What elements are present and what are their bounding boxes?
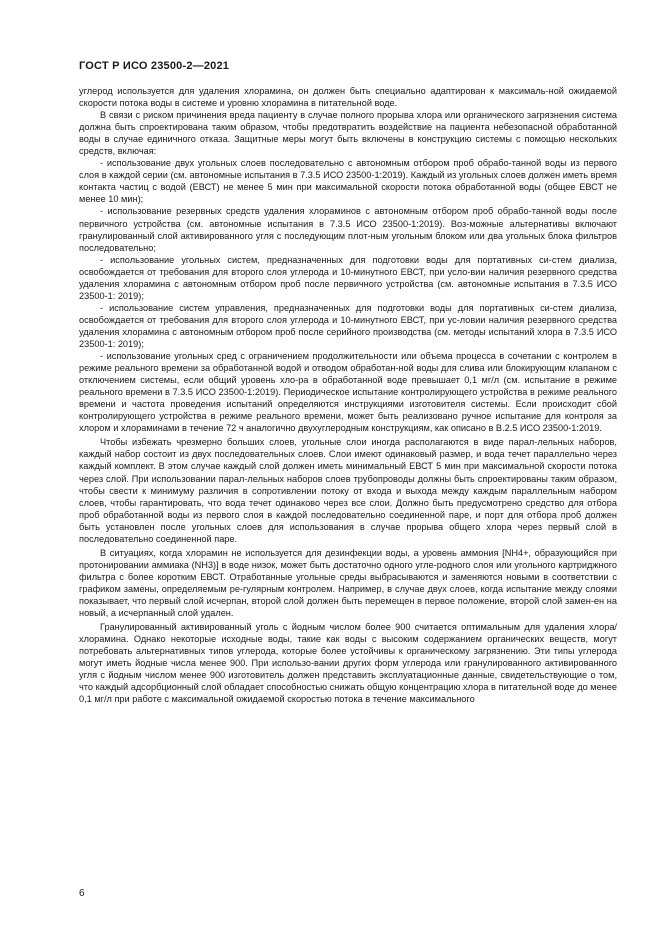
paragraph: В ситуациях, когда хлорамин не используется для дезинфекции воды, а уровень аммония [NH4+, образующийся при протонировании аммиака (NH3)] в воде низок, может быть достаточно одного угле-родного слоя или угольного картриджного фильтра с более коротким ЕВСТ. Отработанные угольные среды выбрасываются и заменяются новыми в соответствии с графиком замены, определяемым ре-гулярным контролем. Например, в случае двух слоев, когда испытание между слоями показывает, что первый слой исчерпан, второй слой должен быть перемещен в первое положение, второй слой замен-ен на новый, а исчерпанный слой удален. [79,547,617,619]
list-item: - использование резервных средств удаления хлораминов с автономным отбором проб обрабо-танной воды после первичного устройства (см. автономные испытания в 7.3.5 ИСО 23500-1:2019). Воз-можные альтернативы включают гранулированный слой активированного угля с последующим плот-ным угольным блоком или два угольных блока фильтров последовательно; [79,206,617,253]
list-item: - использование угольных сред с ограничением продолжительности или объема процесса в сочетании с контролем в режиме реального времени за обработанной водой и отводом обработан-ной воды для слива или блокирующим клапаном с отключением системы, если общий уровень хло-ра в обработанной воде превышает 0,1 мг/л (см. испытание в режиме реального времени в 7.3.5 ИСО 23500-1:2019). Периодическое испытание контролирующего устройства в режиме реального времени и частота проведения испытаний определяются инструкциями изготовителя системы. Если происходит сбой контролирующего устройства в режиме реального времени, может быть реализовано ручное испытание для контроля за хлором и хлораминами в течение 72 ч аналогично двухуглеродным конструкциям, как описано в В.2.5 ИСО 23500-1:2019. [79,351,617,434]
page-header-title: ГОСТ Р ИСО 23500-2—2021 [79,60,230,72]
list-item: - использование систем управления, предназначенных для подготовки воды для портативных си-стем диализа, освобождается от требования для второго слоя углерода и 10-минутного ЕВСТ, при ус-ловии наличия резервного средства удаления хлорамина с автономным отбором проб после серийного производства (см. методы испытаний хлора в 7.3.5 ИСО 23500-1: 2019); [79,302,617,349]
page-number: 6 [79,888,85,899]
paragraph-continuation: углерод используется для удаления хлорамина, он должен быть специально адаптирован к максималь-ной ожидаемой скорости потока воды в системе и уровню хлорамина в питательной воде. [79,86,617,109]
list-item: - использование двух угольных слоев последовательно с автономным отбором проб обрабо-танной воды из первого слоя в каждой серии (см. автономные испытания в 7.3.5 ИСО 23500-1:2019). Каждый из угольных слоев должен иметь время контакта частиц с водой (ЕВСТ) не менее 5 мин при максимальной скорости потока обработанной воды (общее ЕВСТ не менее 10 мин); [79,158,617,205]
body-text [79,85,617,705]
paragraph: Чтобы избежать чрезмерно больших слоев, угольные слои иногда располагаются в виде парал-лельных наборов, каждый набор состоит из двух последовательных слоев. Слои имеют одинаковый размер, и вода течет параллельно через каждый комплект. В этом случае каждый слой должен иметь минимальный ЕВСТ 5 мин при максимальной скорости потока через слой. При использовании парал-лельных наборов слоев трубопроводы должны быть спроектированы таким образом, чтобы свести к минимуму различия в сопротивлении потоку от входа и выхода между каждым параллельным набором слоев, чтобы гарантировать, что вода течет одинаково через все слои. Должно быть предусмотрено средство для отбора проб обработанной воды из первого слоя в каждой последовательно соединенной паре, и порт для отбора проб должен быть установлен после угольных слоев для использования в случае прорыва общего хлора через первый слой в последовательно соединенной паре. [79,437,617,544]
paragraph: Гранулированный активированный уголь с йодным числом более 900 считается оптимальным для удаления хлора/хлорамина. Однако некоторые исходные воды, такие как воды с высоким содержанием органических веществ, могут потребовать альтернативных типов углерода, которые более устойчивы к органическому загрязнению. Эти типы углерода могут иметь йодные числа менее 900. При использо-вании других форм углерода или гранулированного активированного угля с йодным числом менее 900 изготовитель должен представить эксплуатационные данные, свидетельствующие о том, что каждый адсорбционный слой обладает способностью снижать общую концентрацию хлора в питательной воде до менее 0,1 мг/л при работе с максимальной ожидаемой скоростью потока в течение максимального [79,622,617,705]
list-item: - использование угольных систем, предназначенных для подготовки воды для портативных си-стем диализа, освобождается от требования для второго слоя углерода и 10-минутного ЕВСТ, при усло-вии наличия резервного средства удаления хлорамина с автономным отбором проб после первичного устройства (см. автономные испытания в 7.3.5 ИСО 23500-1: 2019); [79,254,617,301]
paragraph: В связи с риском причинения вреда пациенту в случае полного прорыва хлора или органического загрязнения система должна быть спроектирована таким образом, чтобы предотвратить воздействие на пациента небезопасной обработанной воды в случае единичного отказа. Защитные меры могут быть включены в конструкцию системы с помощью нескольких средств, включая: [79,110,617,157]
